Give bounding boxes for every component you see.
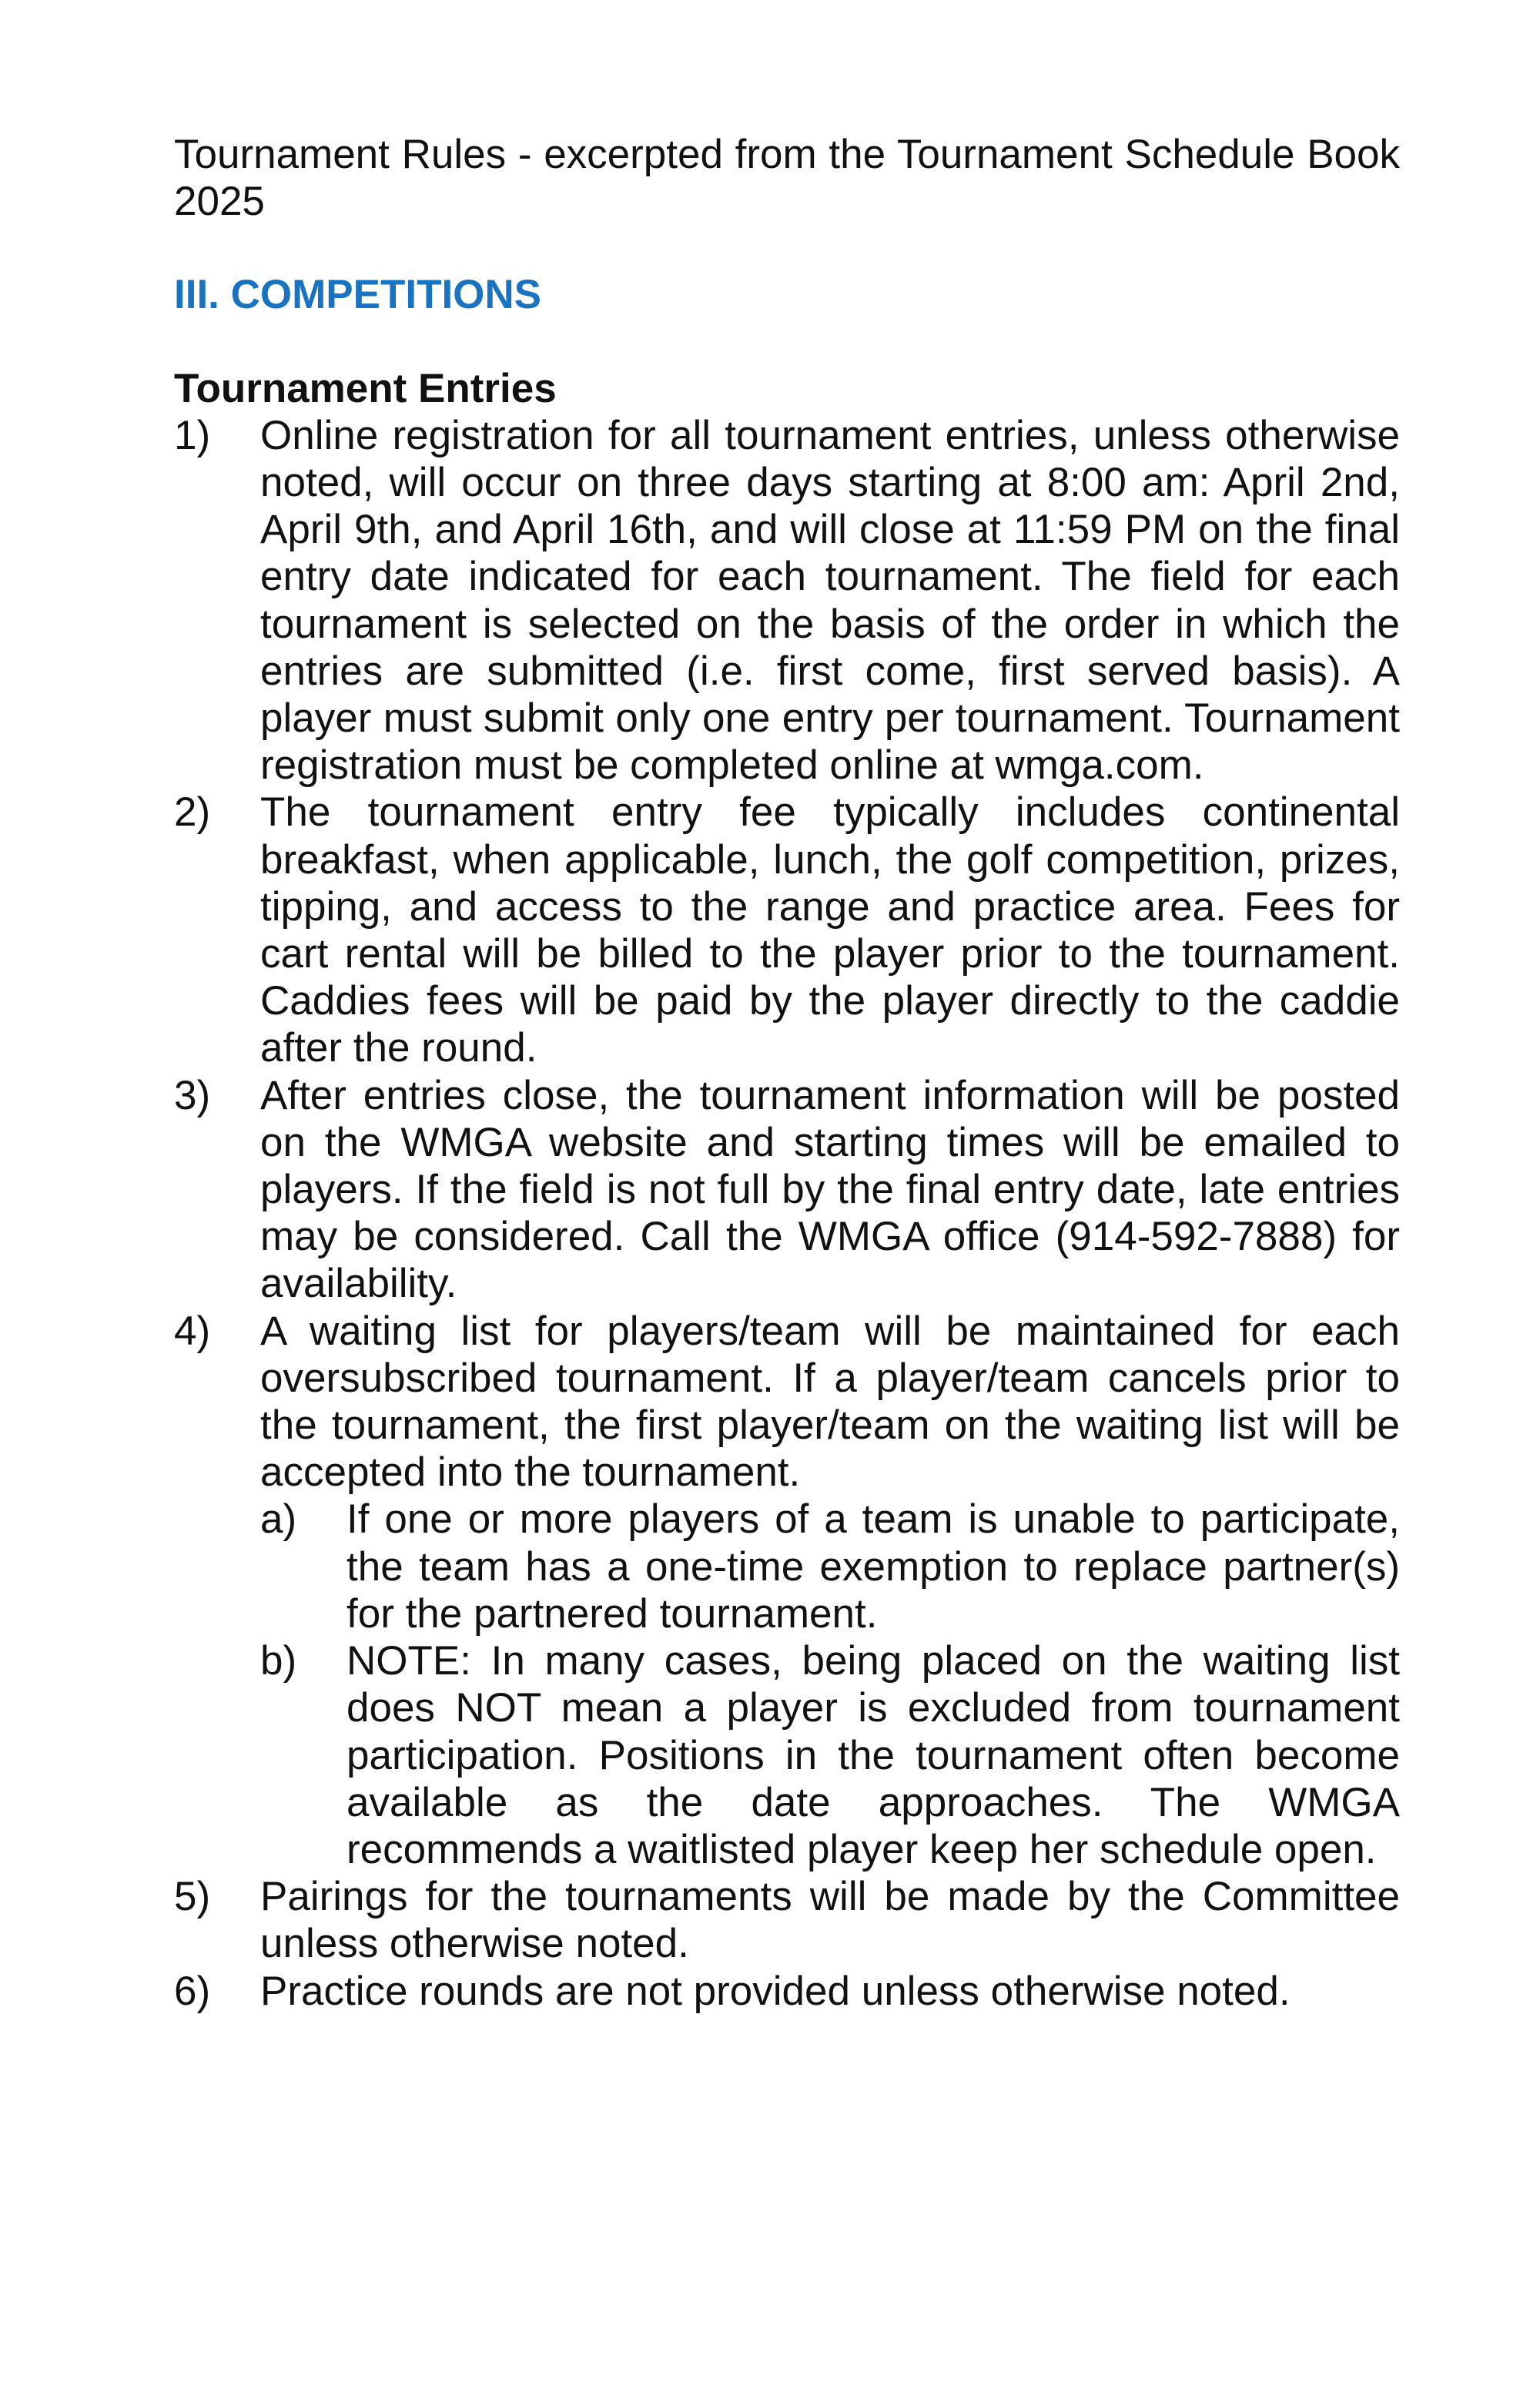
list-item [174,1308,1400,1873]
sub-item-letter: a) [260,1496,297,1543]
intro-text: Tournament Rules - excerpted from the Tournament Schedule Book 2025 [174,132,1400,225]
sub-list-item [260,1496,1400,1637]
subheading-tournament-entries: Tournament Entries [174,365,557,411]
list-item [174,1873,1400,1967]
item-text: A waiting list for players/team will be maintained for each oversubscribed tournament. If a player/team cancels prior to the tournament, the first player/team on the waiting list will be accepted into the tournament. [260,1308,1400,1496]
sub-item-text: NOTE: In many cases, being placed on the waiting list does NOT mean a player is excluded from tournament participation. Positions in the tournament often become available as the date approaches. The WMGA recommends a waitlisted player keep her schedule open. [346,1638,1400,1872]
item-number: 5) [174,1874,211,1920]
sub-list [260,1496,1400,1873]
sub-item-text: If one or more players of a team is unable to participate, the team has a one-time exemption to replace partner(s) for the partnered tournament. [346,1496,1400,1637]
sub-list-item [260,1637,1400,1873]
item-text: After entries close, the tournament information will be posted on the WMGA website and starting times will be emailed to players. If the field is not full by the final entry date, late entries may be considered. Call the WMGA office (914-592-7888) for availability. [260,1072,1400,1307]
item-number: 4) [174,1308,211,1354]
sub-item-letter: b) [260,1638,297,1684]
item-number: 2) [174,789,211,836]
list-item [174,1968,1400,2015]
item-number: 3) [174,1072,211,1118]
document-page [174,131,1400,2015]
item-text: Pairings for the tournaments will be made by the Committee unless otherwise noted. [260,1874,1400,1967]
item-text: Online registration for all tournament entries, unless otherwise noted, will occur on three days starting at 8:00 am: April 2nd, April 9th, and April 16th, and will close at 11:59 PM on the final entry date indicated for each tournament. The field for each tournament is selected on the basis of the order in which the entries are submitted (i.e. first come, first served basis). A player must submit only one entry per tournament. Tournament registration must be completed online at wmga.com. [260,412,1400,789]
rules-list [174,412,1400,2015]
item-number: 6) [174,1968,211,2014]
item-text: The tournament entry fee typically includes continental breakfast, when applicable, lunch, the golf competition, prizes, tipping, and access to the range and practice area. Fees for cart rental will be billed to the player prior to the tournament. Caddies fees will be paid by the player directly to the caddie after the round. [260,789,1400,1071]
list-item [174,412,1400,789]
list-item [174,789,1400,1071]
item-number: 1) [174,412,211,458]
section-heading: III. COMPETITIONS [174,272,542,318]
item-text: Practice rounds are not provided unless otherwise noted. [260,1968,1291,2014]
list-item [174,1072,1400,1308]
